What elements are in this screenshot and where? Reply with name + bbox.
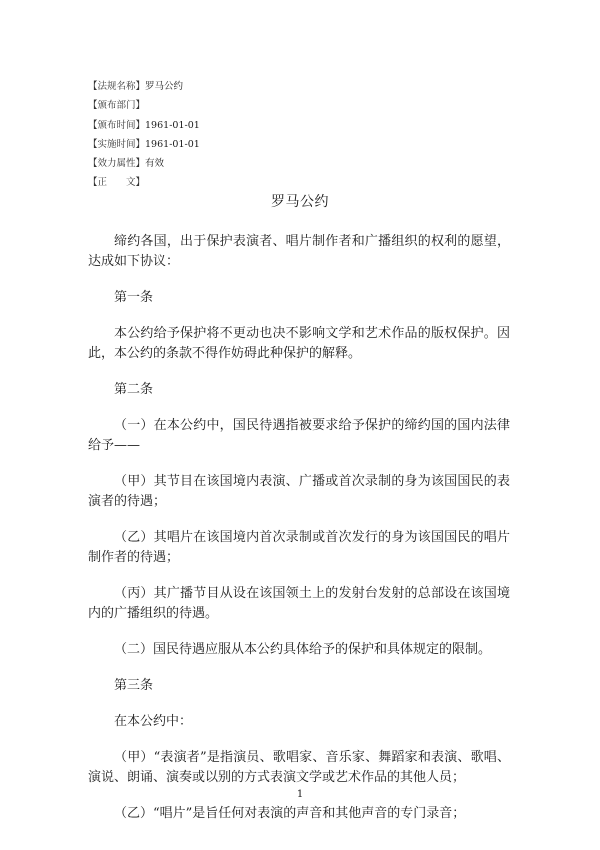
- meta-row-title: [88, 77, 200, 96]
- meta-key: 【正 文】: [88, 177, 146, 189]
- meta-value: 1961-01-01: [145, 119, 200, 131]
- document-body: [88, 232, 510, 840]
- meta-row-status: [88, 154, 200, 173]
- article-paragraph: （一）在本公约中，国民待遇指被要求给予保护的缔约国的国内法律给予——: [88, 418, 510, 453]
- document-title: 罗马公约: [271, 194, 329, 210]
- meta-value: 1961-01-01: [145, 138, 200, 150]
- article-heading: 第三条: [114, 678, 154, 693]
- meta-key: 【法规名称】: [88, 81, 146, 92]
- article-paragraph: （丙）其广播节目从设在该国领土上的发射台发射的总部设在该国境内的广播组织的待遇。: [88, 586, 510, 621]
- article-paragraph: （甲）其节目在该国境内表演、广播或首次录制的身为该国国民的表演者的待遇；: [88, 474, 510, 509]
- meta-row-body-label: [88, 173, 200, 192]
- preamble-paragraph: 缔约各国，出于保护表演者、唱片制作者和广播组织的权利的愿望，达成如下协议：: [88, 234, 510, 269]
- meta-key: 【颁布部门】: [88, 100, 146, 112]
- article-paragraph: 在本公约中：: [114, 714, 193, 729]
- meta-row-issuer: [88, 96, 200, 115]
- article-paragraph: （乙）“唱片”是旨任何对表演的声音和其他声音的专门录音；: [114, 806, 466, 821]
- metadata-block: [88, 77, 200, 193]
- article-paragraph: （乙）其唱片在该国境内首次录制或首次发行的身为该国国民的唱片制作者的待遇；: [88, 530, 510, 565]
- meta-value: 有效: [145, 158, 165, 170]
- meta-value: 罗马公约: [145, 81, 184, 92]
- article-heading: 第二条: [114, 382, 154, 397]
- meta-row-issue-date: [88, 116, 200, 135]
- article-paragraph: （甲）“表演者”是指演员、歌唱家、音乐家、舞蹈家和表演、歌唱、演说、朗诵、演奏或以别的方式表演文学或艺术作品的其他人员；: [88, 750, 510, 785]
- article-heading: 第一条: [114, 290, 154, 305]
- meta-key: 【颁布时间】: [88, 119, 146, 131]
- article-paragraph: （二）国民待遇应服从本公约具体给予的保护和具体规定的限制。: [114, 642, 492, 657]
- page-number: 1: [296, 789, 304, 800]
- meta-key: 【效力属性】: [88, 158, 146, 170]
- meta-key: 【实施时间】: [88, 138, 146, 150]
- meta-row-effective-date: [88, 135, 200, 154]
- article-paragraph: 本公约给予保护将不更动也决不影响文学和艺术作品的版权保护。因此，本公约的条款不得作妨碍此种保护的解释。: [88, 326, 510, 361]
